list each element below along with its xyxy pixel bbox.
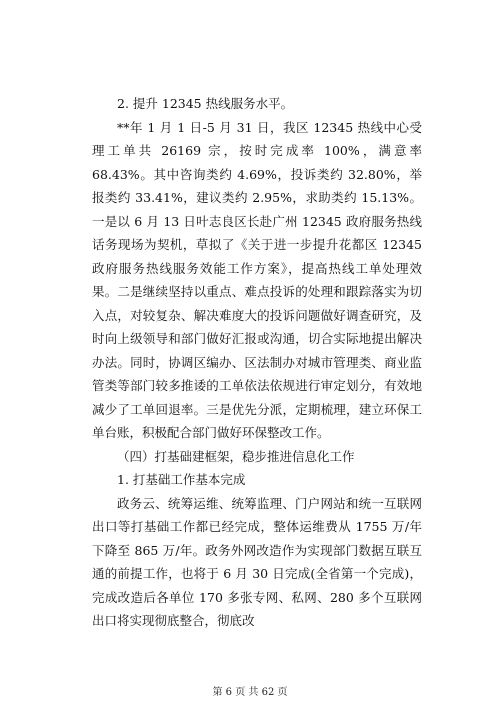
subsection-heading-hotline: 2. 提升 12345 热线服务水平。 (117, 96, 294, 111)
subsection-heading-foundation: 1. 打基础工作基本完成 (117, 472, 246, 487)
document-body (92, 92, 422, 633)
paragraph-foundation-work: 政务云、统筹运维、统筹监理、门户网站和统一互联网出口等打基础工作都已经完成，整体运维费从 1755 万/年下降至 865 万/年。政务外网改造作为实现部门数据互联互通的前提工作，也将于 6 月 30 日完成(全省第一个完成)，完成改造后各单位 170 多张专网、私网、280 多个互联网出口将实现彻底整合，彻底改 (92, 495, 422, 628)
section-heading-informatization: （四）打基础建框架，稳步推进信息化工作 (117, 448, 355, 464)
paragraph-hotline-statistics: **年 1 月 1 日-5 月 31 日，我区 12345 热线中心受理工单共 26169 宗，按时完成率 100%，满意率 68.43%。其中咨询类约 4.69%，投诉类约 32.80%，举报类约 33.41%，建议类约 2.95%，求助类约 15.13%。一是以 6 月 13 日叶志良区长赴广州 12345 政府服务热线话务现场为契机，草拟了《关于进一步提升花都区 12345 政府服务热线服务效能工作方案》，提高热线工单处理效果。二是继续坚持以重点、难点投诉的处理和跟踪落实为切入点，对较复杂、解决难度大的投诉问题做好调查研究，及时向上级领导和部门做好汇报或沟通，切合实际地提出解决办法。同时，协调区编办、区法制办对城市管理类、商业监管类等部门较多推诿的工单依法依规进行审定划分，有效地减少了工单回退率。三是优先分派，定期梳理，建立环保工单台账，积极配合部门做好环保整改工作。 (92, 119, 422, 440)
page-footer: 第 6 页 共 62 页 (212, 687, 288, 698)
